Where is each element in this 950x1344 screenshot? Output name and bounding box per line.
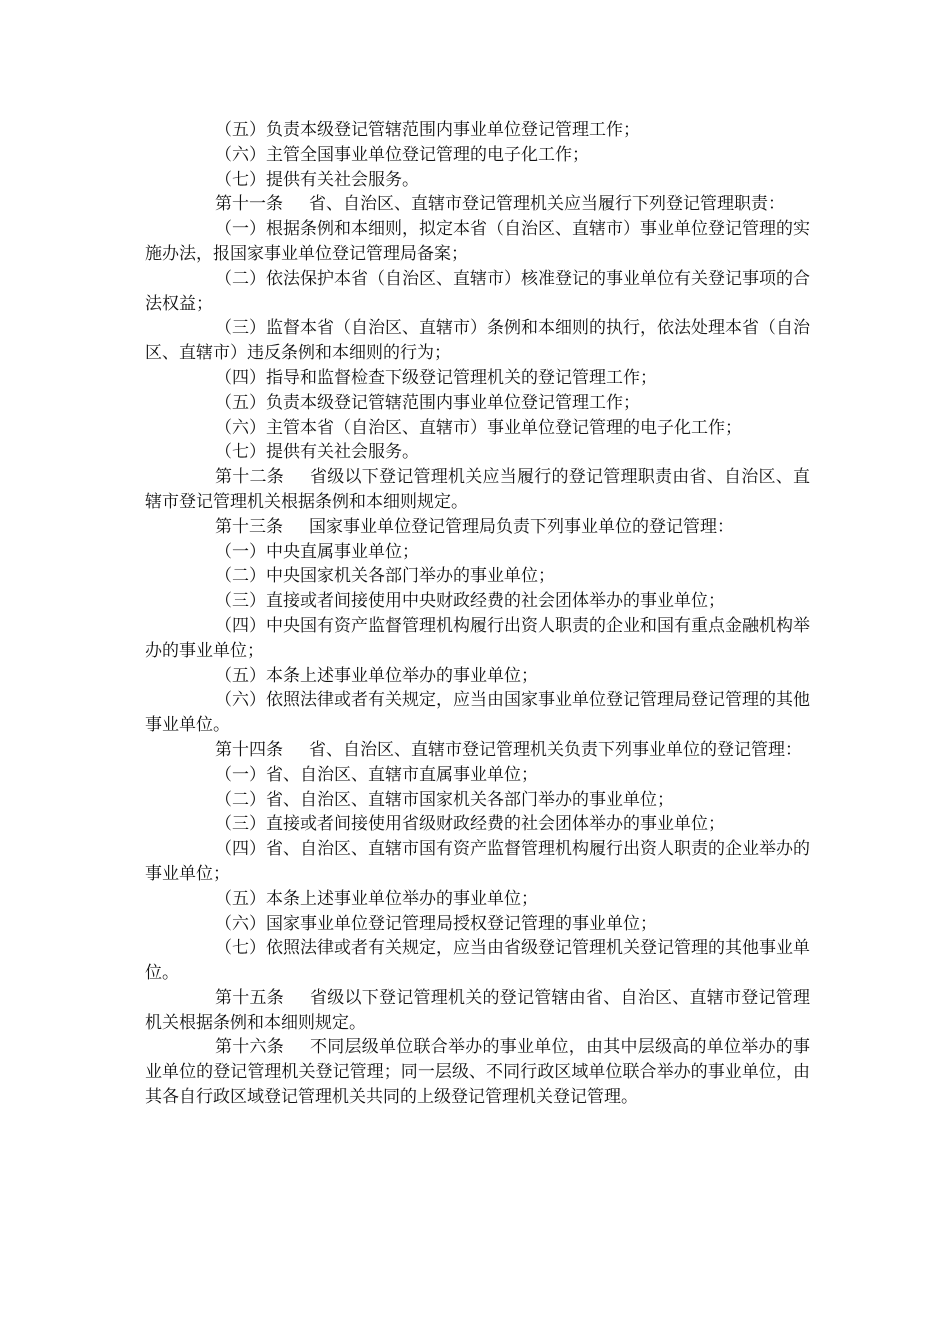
article-number: 第十四条 [215, 739, 283, 760]
article-number: 第十六条 [215, 1037, 284, 1058]
article-paragraph [145, 465, 810, 515]
article-number: 第十二条 [215, 467, 284, 488]
article-number: 第十三条 [215, 516, 283, 537]
article-number: 第十一条 [215, 194, 283, 215]
paragraph-text: 国家事业单位登记管理局负责下列事业单位的登记管理： [309, 516, 734, 537]
document-body [145, 118, 810, 1110]
list-item [145, 589, 810, 614]
paragraph-text: （一）中央直属事业单位； [215, 541, 419, 562]
paragraph-text: （三）监督本省（自治区、直辖市）条例和本细则的执行，依法处理本省（自治区、直辖市）违反条例和本细则的行为； [145, 318, 810, 364]
paragraph-text: （五）负责本级登记管辖范围内事业单位登记管理工作； [215, 392, 640, 413]
list-item [145, 440, 810, 465]
paragraph-text: 省级以下登记管理机关的登记管辖由省、自治区、直辖市登记管理机关根据条例和本细则规定。 [145, 987, 810, 1033]
list-item [145, 540, 810, 565]
paragraph-text: （六）主管全国事业单位登记管理的电子化工作； [215, 144, 589, 165]
article-number: 第十五条 [215, 987, 284, 1008]
paragraph-text: （六）主管本省（自治区、直辖市）事业单位登记管理的电子化工作； [215, 417, 742, 438]
list-item [145, 688, 810, 738]
paragraph-text: 省、自治区、直辖市登记管理机关负责下列事业单位的登记管理： [309, 739, 802, 760]
paragraph-text: （一）省、自治区、直辖市直属事业单位； [215, 764, 538, 785]
list-item [145, 564, 810, 589]
list-item [145, 118, 810, 143]
paragraph-text: （四）指导和监督检查下级登记管理机关的登记管理工作； [215, 367, 657, 388]
paragraph-text: （一）根据条例和本细则，拟定本省（自治区、直辖市）事业单位登记管理的实施办法，报国家事业单位登记管理局备案； [145, 219, 810, 264]
list-item [145, 912, 810, 937]
paragraph-text: （二）省、自治区、直辖市国家机关各部门举办的事业单位； [215, 789, 674, 810]
paragraph-text: 不同层级单位联合举办的事业单位，由其中层级高的单位举办的事业单位的登记管理机关登记管理；同一层级、不同行政区域单位联合举办的事业单位，由其各自行政区域登记管理机关共同的上级登记管理机关登记管理。 [145, 1037, 810, 1108]
list-item [145, 168, 810, 193]
paragraph-text: （二）中央国家机关各部门举办的事业单位； [215, 566, 555, 587]
article-paragraph [145, 738, 810, 763]
paragraph-text: （五）本条上述事业单位举办的事业单位； [215, 888, 538, 909]
paragraph-text: （三）直接或者间接使用中央财政经费的社会团体举办的事业单位； [215, 591, 725, 612]
list-item [145, 763, 810, 788]
list-item [145, 366, 810, 391]
list-item [145, 812, 810, 837]
paragraph-text: （四）省、自治区、直辖市国有资产监督管理机构履行出资人职责的企业举办的事业单位； [145, 839, 810, 884]
list-item [145, 936, 810, 986]
article-paragraph [145, 1035, 810, 1109]
list-item [145, 788, 810, 813]
list-item [145, 416, 810, 441]
paragraph-text: （三）直接或者间接使用省级财政经费的社会团体举办的事业单位； [215, 814, 725, 835]
paragraph-text: 省、自治区、直辖市登记管理机关应当履行下列登记管理职责： [309, 194, 785, 215]
list-item [145, 837, 810, 887]
paragraph-text: （四）中央国有资产监督管理机构履行出资人职责的企业和国有重点金融机构举办的事业单位； [145, 615, 810, 661]
paragraph-text: （二）依法保护本省（自治区、直辖市）核准登记的事业单位有关登记事项的合法权益； [145, 268, 810, 314]
paragraph-text: （六）依照法律或者有关规定，应当由国家事业单位登记管理局登记管理的其他事业单位。 [145, 690, 810, 736]
paragraph-text: （五）负责本级登记管辖范围内事业单位登记管理工作； [215, 120, 640, 140]
article-paragraph [145, 986, 810, 1036]
list-item [145, 316, 810, 366]
article-paragraph [145, 192, 810, 217]
list-item [145, 143, 810, 168]
document-page [145, 118, 810, 1110]
list-item [145, 217, 810, 267]
paragraph-text: （七）提供有关社会服务。 [215, 442, 419, 463]
article-paragraph [145, 515, 810, 540]
list-item [145, 614, 810, 664]
paragraph-text: （七）依照法律或者有关规定，应当由省级登记管理机关登记管理的其他事业单位。 [145, 938, 810, 984]
paragraph-text: （六）国家事业单位登记管理局授权登记管理的事业单位； [215, 913, 657, 934]
paragraph-text: （五）本条上述事业单位举办的事业单位； [215, 665, 538, 686]
list-item [145, 664, 810, 689]
list-item [145, 391, 810, 416]
list-item [145, 267, 810, 317]
list-item [145, 887, 810, 912]
paragraph-text: （七）提供有关社会服务。 [215, 169, 419, 190]
paragraph-text: 省级以下登记管理机关应当履行的登记管理职责由省、自治区、直辖市登记管理机关根据条例和本细则规定。 [145, 467, 810, 512]
